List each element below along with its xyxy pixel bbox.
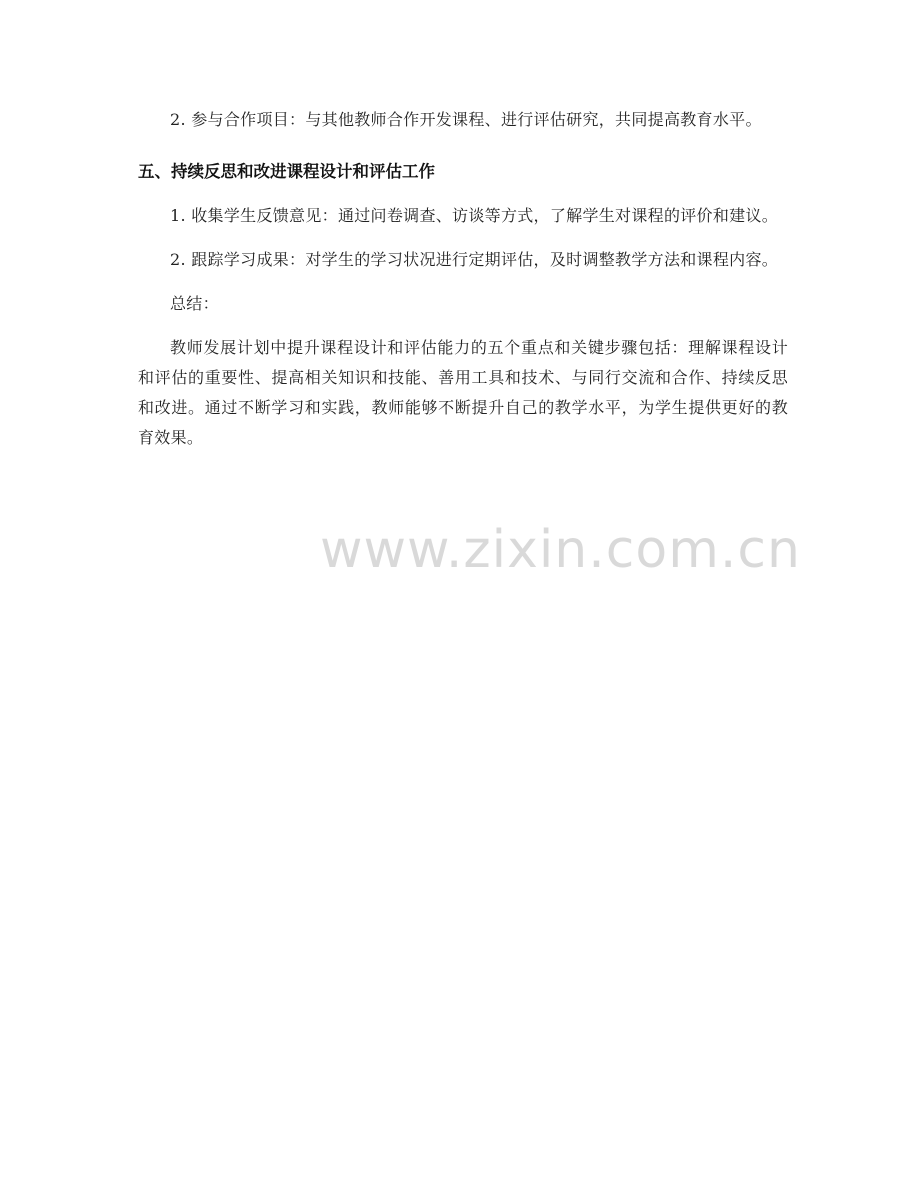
section-heading: 五、持续反思和改进课程设计和评估工作	[138, 162, 435, 181]
watermark: www.zixin.com.cn	[320, 520, 801, 580]
paragraph-student-feedback: 1. 收集学生反馈意见：通过问卷调查、访谈等方式，了解学生对课程的评价和建议。	[170, 206, 779, 225]
document-body	[138, 105, 788, 467]
paragraph-summary: 教师发展计划中提升课程设计和评估能力的五个重点和关键步骤包括：理解课程设计和评估的重要性、提高相关知识和技能、善用工具和技术、与同行交流和合作、持续反思和改进。通过不断学习和实践，教师能够不断提升自己的教学水平，为学生提供更好的教育效果。	[138, 338, 788, 447]
paragraph-cooperation-project: 2. 参与合作项目：与其他教师合作开发课程、进行评估研究，共同提高教育水平。	[170, 110, 762, 129]
paragraph-track-outcomes: 2. 跟踪学习成果：对学生的学习状况进行定期评估，及时调整教学方法和课程内容。	[170, 250, 779, 269]
summary-label: 总结：	[170, 294, 219, 313]
